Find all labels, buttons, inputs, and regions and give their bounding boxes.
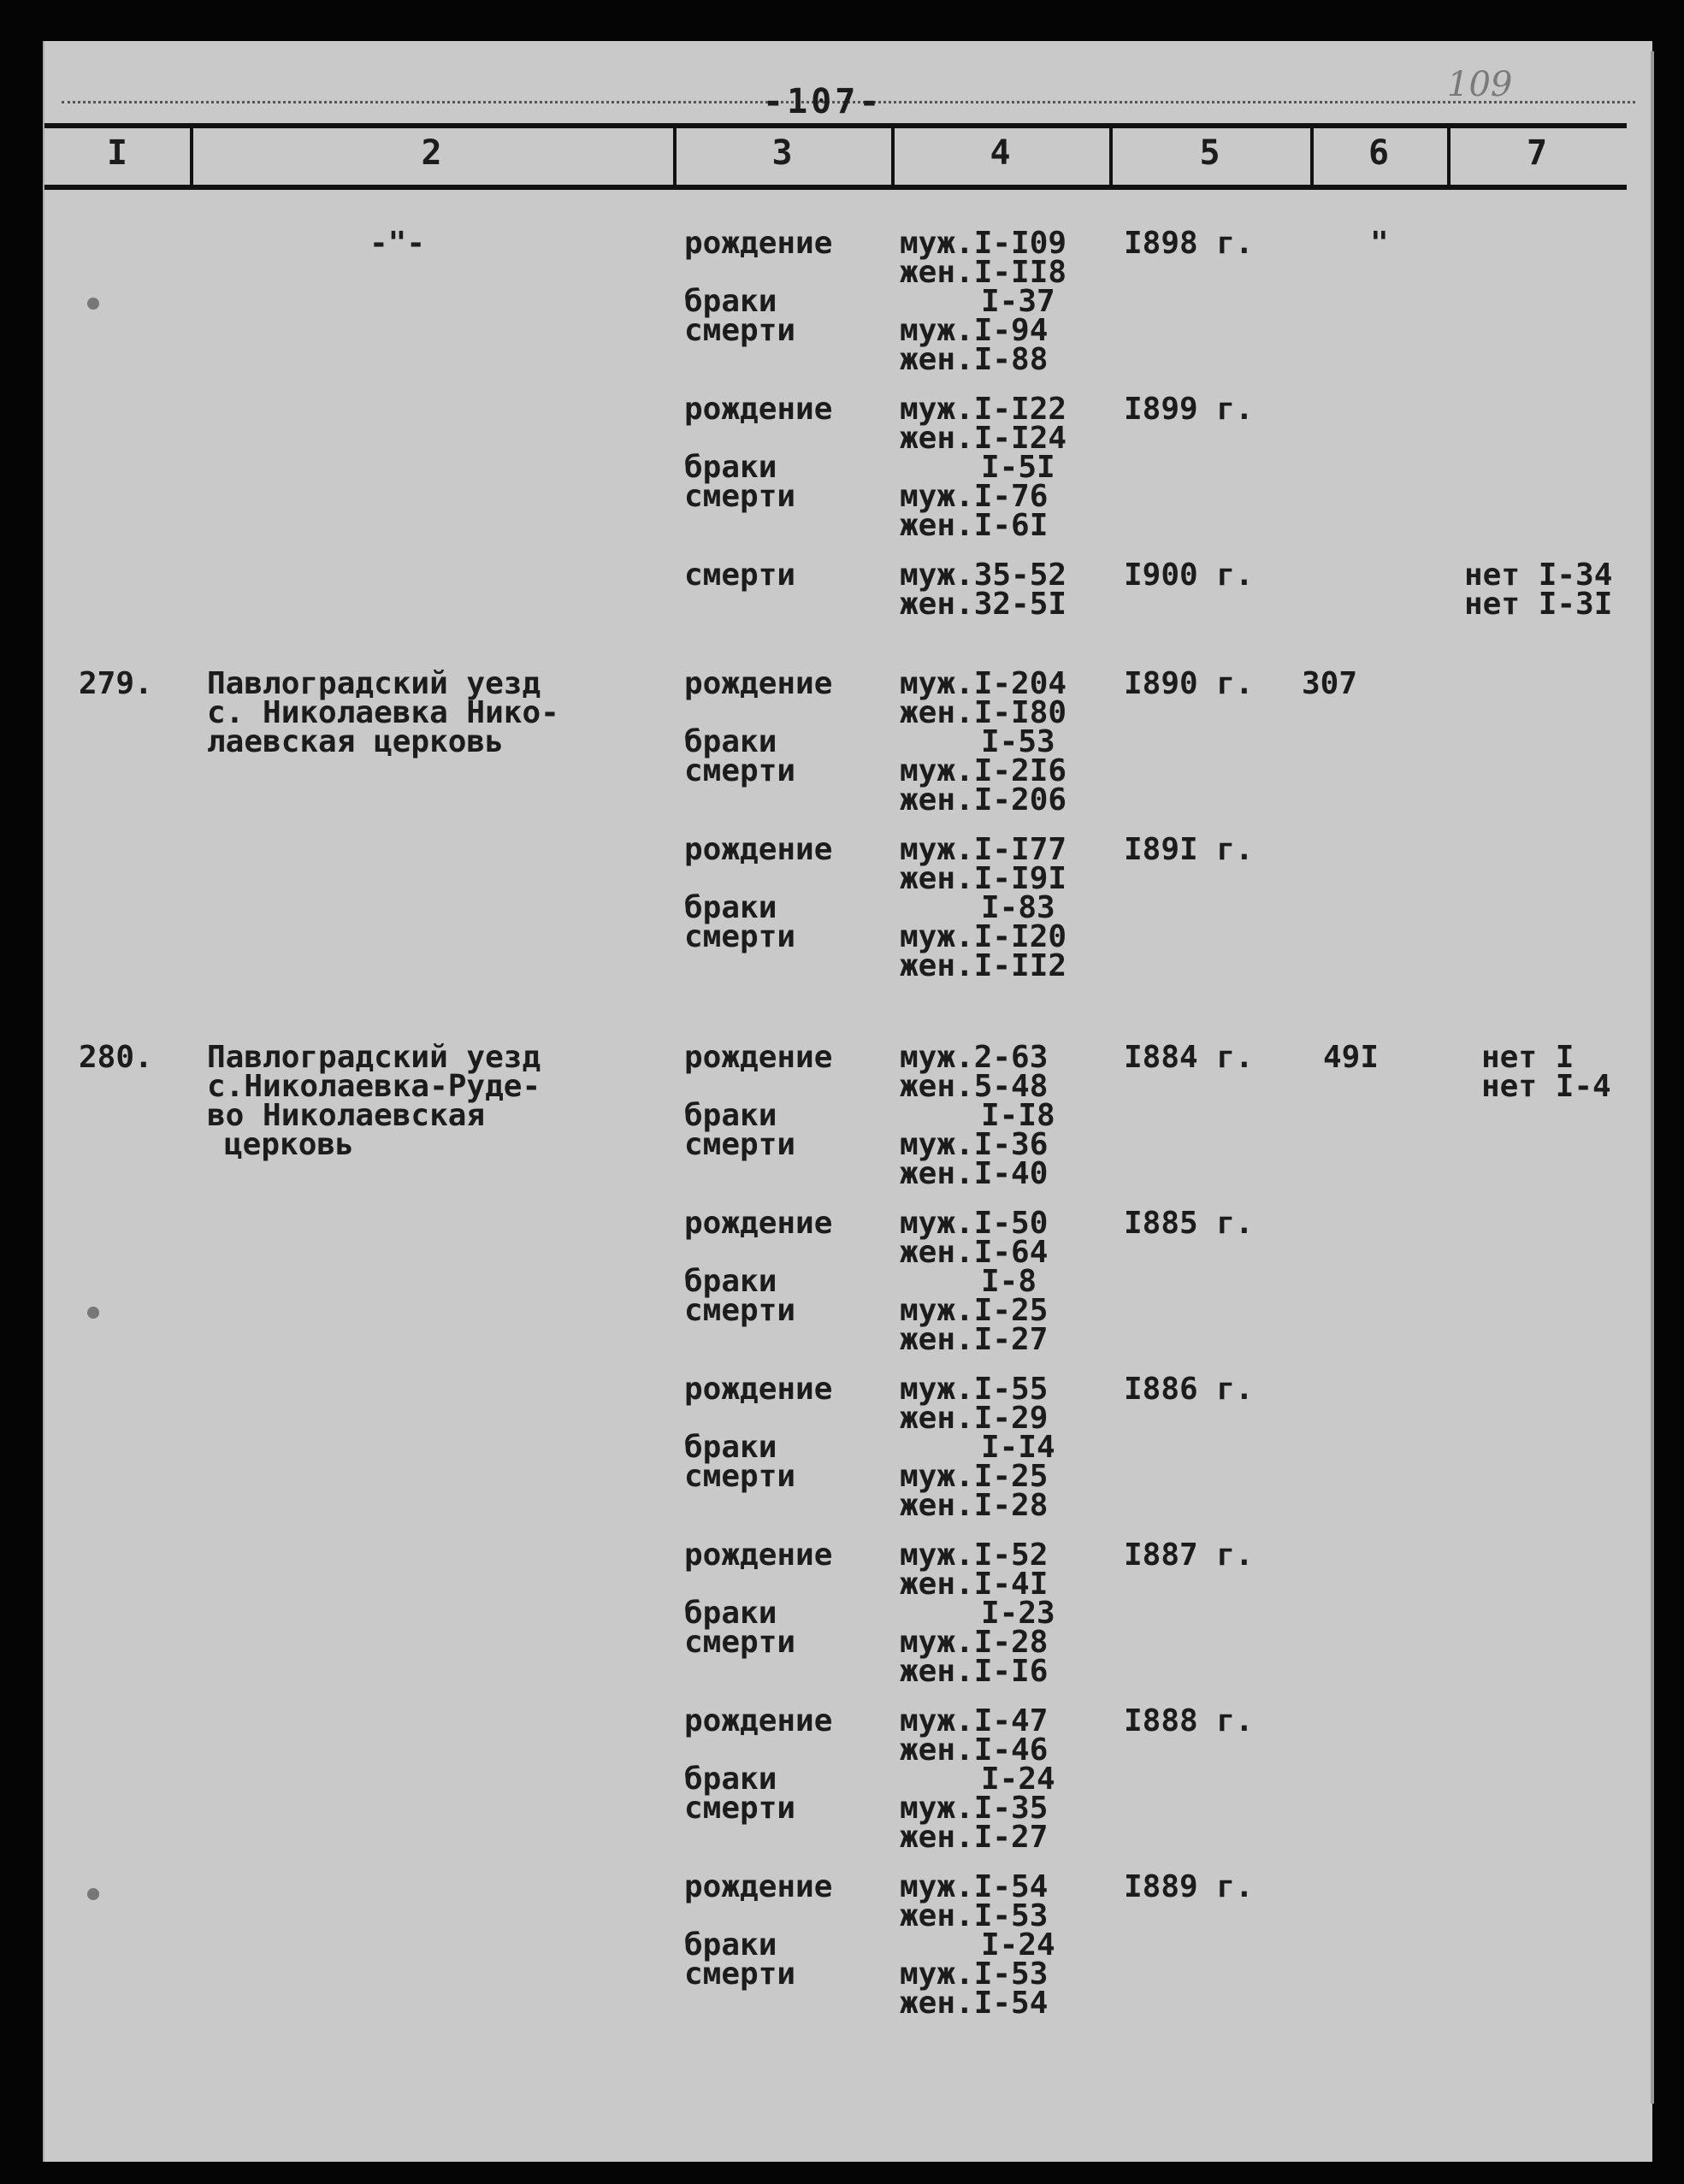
page-edge [1651,51,1654,2104]
page-number: -107- [763,82,883,121]
record-type: смерти [684,919,796,954]
place-name-line: лаевская церковь [207,724,504,759]
column-header-5: 5 [1199,133,1220,173]
column-header-2: 2 [421,133,442,173]
record-count: I-24 [981,1762,1055,1797]
record-count: I-8 [981,1264,1037,1299]
record-count: муж.I-50 [900,1206,1049,1241]
record-count: жен.I-54 [900,1986,1049,2021]
record-type: рождение [684,832,833,867]
place-name-line: Павлоградский уезд [207,666,541,701]
record-year: I900 г. [1124,558,1254,593]
record-count: муж.I-94 [900,313,1049,348]
fund-number: 49I [1323,1040,1380,1075]
record-count: жен.I-46 [900,1732,1049,1768]
record-count: I-23 [981,1596,1055,1631]
note-missing: нет I [1481,1040,1575,1075]
record-count: жен.5-48 [900,1069,1049,1104]
record-type: браки [684,1430,777,1465]
record-count: I-5I [981,450,1055,485]
note-missing: нет I-34 [1464,558,1613,593]
record-type: браки [684,724,777,759]
fund-number: 307 [1302,666,1358,701]
place-name-line: -"- [369,226,426,261]
place-name-line: церковь [224,1127,354,1162]
record-count: жен.I-I6 [900,1654,1049,1689]
record-type: смерти [684,558,796,593]
place-name-line: во Николаевская [207,1098,486,1133]
record-count: муж.I-I77 [900,832,1067,867]
record-year: I89I г. [1124,832,1254,867]
record-count: жен.I-206 [900,782,1067,818]
record-type: рождение [684,1040,833,1075]
record-type: рождение [684,1538,833,1573]
record-type: смерти [684,1957,796,1992]
record-type: рождение [684,1206,833,1241]
record-count: муж.I-54 [900,1869,1049,1904]
record-type: браки [684,284,777,319]
table-header [44,123,1627,190]
record-year: I885 г. [1124,1206,1254,1241]
entry-number: 279. [79,666,153,701]
record-year: I888 г. [1124,1703,1254,1738]
place-name-line: с.Николаевка-Руде- [207,1069,541,1104]
record-count: муж.2-63 [900,1040,1049,1075]
archive-stamp-number: 109 [1447,65,1513,104]
column-header-3: 3 [771,133,793,173]
record-count: жен.I-28 [900,1488,1049,1523]
record-type: смерти [684,1459,796,1494]
punch-hole [87,1307,99,1319]
record-count: муж.I-76 [900,479,1049,514]
record-type: рождение [684,1372,833,1407]
record-count: муж.I-25 [900,1293,1049,1328]
entry-number: 280. [79,1040,153,1075]
record-type: браки [684,1596,777,1631]
record-count: муж.35-52 [900,558,1067,593]
place-name-line: с. Николаевка Нико- [207,695,559,730]
record-count: муж.I-I20 [900,919,1067,954]
column-header-6: 6 [1368,133,1390,173]
record-type: рождение [684,1703,833,1738]
record-count: жен.I-27 [900,1820,1049,1855]
record-count: жен.I-II2 [900,948,1067,983]
record-type: рождение [684,1869,833,1904]
record-type: смерти [684,313,796,348]
record-count: жен.I-64 [900,1235,1049,1270]
column-header-7: 7 [1526,133,1548,173]
record-count: жен.I-27 [900,1322,1049,1357]
column-header-4: 4 [990,133,1011,173]
place-name-line: Павлоградский уезд [207,1040,541,1075]
record-count: муж.I-53 [900,1957,1049,1992]
record-type: смерти [684,1127,796,1162]
record-count: муж.I-204 [900,666,1067,701]
document-page [43,41,1652,2162]
record-type: браки [684,1264,777,1299]
record-type: браки [684,1927,777,1963]
record-year: I899 г. [1124,392,1254,427]
record-count: жен.I-4I [900,1567,1049,1602]
record-type: смерти [684,1791,796,1826]
record-count: муж.I-35 [900,1791,1049,1826]
record-count: муж.I-52 [900,1538,1049,1573]
record-type: браки [684,1098,777,1133]
record-type: рождение [684,226,833,261]
record-count: жен.I-6I [900,508,1049,543]
note-missing: нет I-3I [1464,587,1613,622]
record-count: муж.I-25 [900,1459,1049,1494]
record-type: смерти [684,479,796,514]
record-count: I-24 [981,1927,1055,1963]
record-type: смерти [684,1293,796,1328]
record-count: муж.I-I09 [900,226,1067,261]
record-type: рождение [684,392,833,427]
record-count: I-I4 [981,1430,1055,1465]
record-type: браки [684,450,777,485]
record-count: муж.I-47 [900,1703,1049,1738]
record-count: жен.I-53 [900,1898,1049,1933]
record-count: жен.I-I24 [900,421,1067,456]
record-count: муж.I-I22 [900,392,1067,427]
record-year: I887 г. [1124,1538,1254,1573]
record-count: муж.I-28 [900,1625,1049,1660]
record-type: рождение [684,666,833,701]
record-count: I-83 [981,890,1055,925]
record-count: жен.I-I9I [900,861,1067,896]
record-year: I898 г. [1124,226,1254,261]
record-count: муж.I-36 [900,1127,1049,1162]
record-count: I-53 [981,724,1055,759]
fund-number: " [1370,226,1389,261]
column-header-1: I [106,133,128,173]
record-count: муж.I-2I6 [900,753,1067,788]
record-count: жен.I-I80 [900,695,1067,730]
record-year: I890 г. [1124,666,1254,701]
record-type: браки [684,890,777,925]
record-count: жен.I-29 [900,1401,1049,1436]
record-count: жен.32-5I [900,587,1067,622]
record-count: I-I8 [981,1098,1055,1133]
record-year: I884 г. [1124,1040,1254,1075]
punch-hole [87,298,99,310]
punch-hole [87,1888,99,1900]
record-year: I889 г. [1124,1869,1254,1904]
record-count: жен.I-II8 [900,255,1067,290]
note-missing: нет I-4 [1481,1069,1611,1104]
record-count: жен.I-88 [900,342,1049,377]
record-count: муж.I-55 [900,1372,1049,1407]
record-count: жен.I-40 [900,1156,1049,1191]
record-type: браки [684,1762,777,1797]
record-type: смерти [684,1625,796,1660]
record-year: I886 г. [1124,1372,1254,1407]
record-type: смерти [684,753,796,788]
record-count: I-37 [981,284,1055,319]
